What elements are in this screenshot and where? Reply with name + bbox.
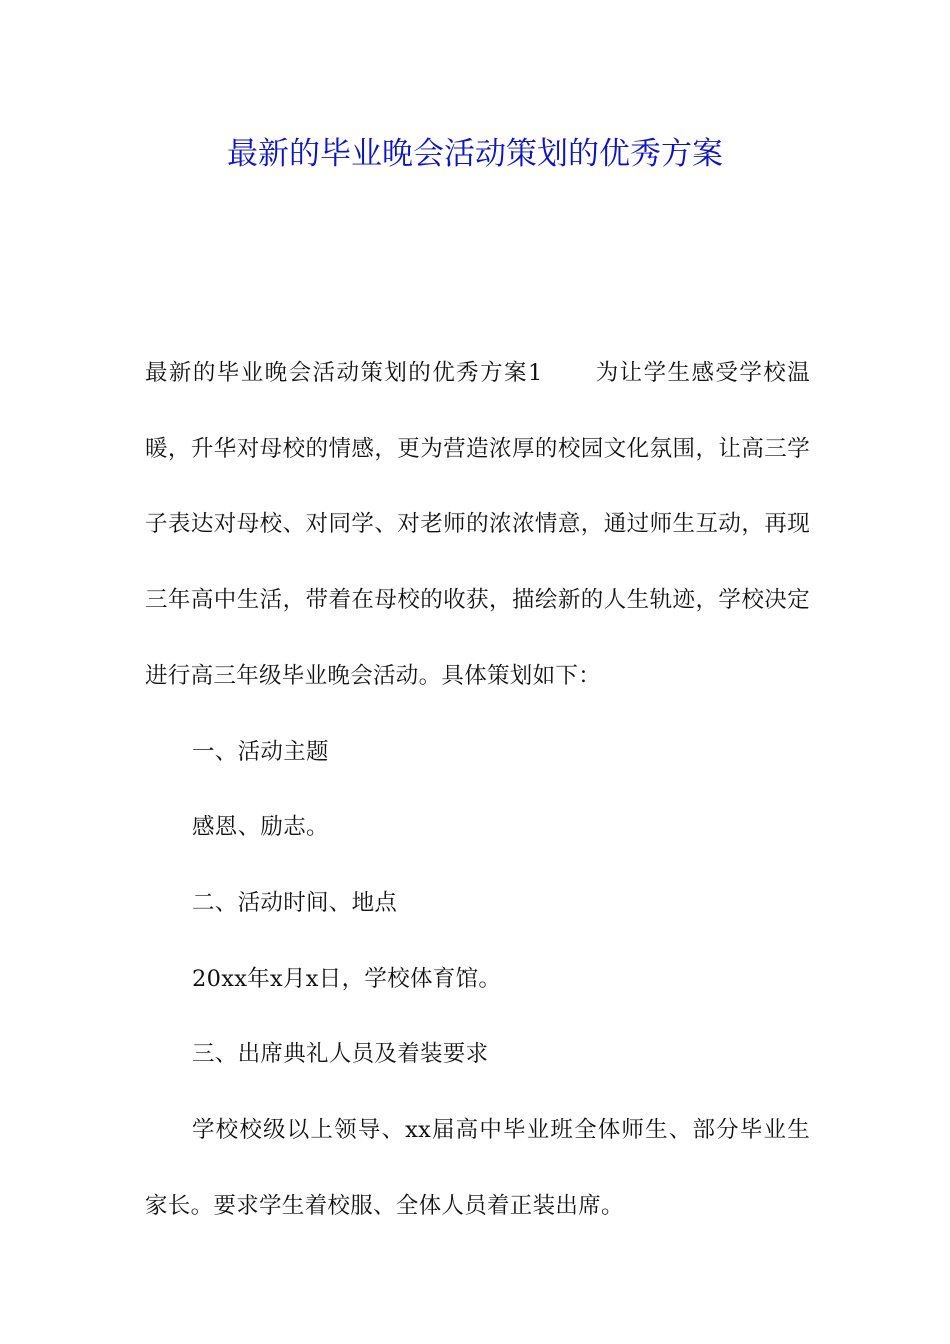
document-body [145,336,810,1244]
document-title: 最新的毕业晚会活动策划的优秀方案 [227,136,723,172]
section-text-time-place: 20xx年x月x日，学校体育馆。 [192,965,502,992]
section-heading-attendees: 三、出席典礼人员及着装要求 [192,1041,489,1068]
section-text-theme: 感恩、励志。 [192,814,329,841]
section-heading-time-place: 二、活动时间、地点 [192,889,398,916]
intro-text: 为让学生感受学校温暖，升华对母校的情感，更为营造浓厚的校园文化氛围，让高三学子表达对母校、对同学、对老师的浓浓情意，通过师生互动，再现三年高中生活，带着在母校的收获，描绘新的人生轨迹，学校决定进行高三年级毕业晚会活动。具体策划如下： [145,360,810,689]
section-heading-theme: 一、活动主题 [192,738,329,765]
intro-heading: 最新的毕业晚会活动策划的优秀方案1 [145,360,543,386]
intro-paragraph [145,336,810,715]
section-text-attendees: 学校校级以上领导、xx届高中毕业班全体师生、部分毕业生家长。要求学生着校服、全体人员着正装出席。 [145,1117,810,1219]
